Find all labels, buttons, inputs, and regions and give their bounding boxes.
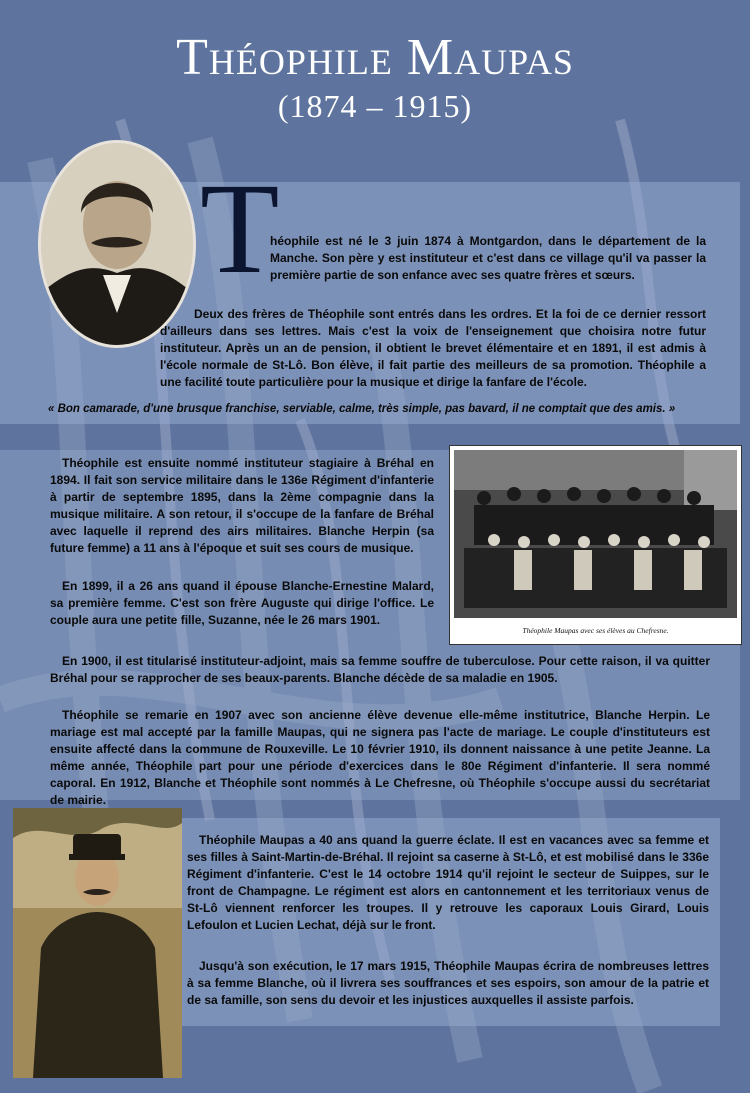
- war-paragraph-2: Jusqu'à son exécution, le 17 mars 1915, Théophile Maupas écrira de nombreuses lettres à sa femme Blanche, où il livrera ses souffrances et ses espoirs, son amour de la patrie et de sa famille, son sens du devoir et les injustices auxquelles il assiste parfois.: [187, 959, 709, 1007]
- middle-paragraph-2: En 1899, il a 26 ans quand il épouse Blanche-Ernestine Malard, sa première femme. C'est son frère Auguste qui dirige l'office. Le couple aura une petite fille, Suzanne, née le 26 mars 1901.: [50, 579, 434, 627]
- class-photo-caption: Théophile Maupas avec ses élèves au Chefresne.: [522, 626, 669, 635]
- soldier-photo: [13, 808, 182, 1078]
- life-dates: (1874 – 1915): [277, 88, 473, 124]
- class-photo-image: [454, 450, 737, 618]
- intro-paragraph-2-top: [160, 306, 706, 391]
- middle-paragraph-3: En 1900, il est titularisé instituteur-adjoint, mais sa femme souffre de tuberculose. Pour cette raison, il va quitter Bréhal pour se rapprocher de ses beaux-parents. Blanche décède de sa maladie en 1905.: [50, 654, 710, 685]
- middle-paragraph-4: Théophile se remarie en 1907 avec son ancienne élève devenue elle-même institutrice, Blanche Herpin. Le mariage est mal accepté par la famille Maupas, qui ne signera pas l'acte de mariage. Le couple d'instituteurs est ensuite affecté dans la commune de Rouxeville. Le 10 février 1910, ils donnent naissance à une petite Jeanne. La même année, Théophile part pour une période d'exercices dans le 80e Régiment d'infanterie. Il sera nommé caporal. En 1912, Blanche et Théophile sont nommés à Le Chefresne, où Théophile s'occupe aussi du secrétariat de mairie.: [50, 708, 710, 807]
- page-title: Théophile Maupas: [176, 29, 574, 86]
- intro-paragraph-2: Deux des frères de Théophile sont entrés dans les ordres. Et la foi de ce dernier ressort d'ailleurs dans ses lettres. Mais c'est la voix de l'enseignement que choisira notre futur instituteur. Après un an de pension, il obtient le brevet élémentaire et en 1891, il est admis à l'école normale de St-Lô. Bon élève, il fait partie des meilleurs de sa promotion. Théophile a une facilité toute particulière pour la musique et dirige la fanfare de l'école.: [160, 307, 706, 389]
- war-paragraph-1: Théophile Maupas a 40 ans quand la guerre éclate. Il est en vacances avec sa femme et ses filles à Saint-Martin-de-Bréhal. Il rejoint sa caserne à St-Lô, et est mobilisé dans le 336e Régiment d'infanterie. C'est le 14 octobre 1914 qu'il rejoint le secteur de Suippes, sur le front de Champagne. Le régiment est alors en cantonnement et les territoriaux venus de St-Lô viennent renforcer les troupes. Il y retrouve les caporaux Louis Girard, Louis Lefoulon et Lucien Lechat, déjà sur le front.: [187, 833, 709, 932]
- middle-paragraph-1: Théophile est ensuite nommé instituteur stagiaire à Bréhal en 1894. Il fait son service militaire dans le 136e Régiment d'infanterie à partir de septembre 1895, dans la 2ème compagnie dans la musique militaire. A son retour, il s'occupe de la fanfare de Bréhal avec laquelle il reprend des airs militaires. Blanche Herpin (sa future femme) a 11 ans à l'époque et suit ses cours de musique.: [50, 456, 434, 555]
- class-photo: [449, 445, 742, 645]
- intro-paragraph-1: héophile est né le 3 juin 1874 à Montgardon, dans le département de la Manche. Son père y est instituteur et c'est dans ce village qu'il va passer la première partie de son enfance avec ses quatre frères et sœurs.: [270, 234, 706, 282]
- drop-cap: T: [200, 157, 280, 301]
- intro-quote: « Bon camarade, d'une brusque franchise, serviable, calme, très simple, pas bavard, il ne comptait que des amis. »: [48, 403, 676, 415]
